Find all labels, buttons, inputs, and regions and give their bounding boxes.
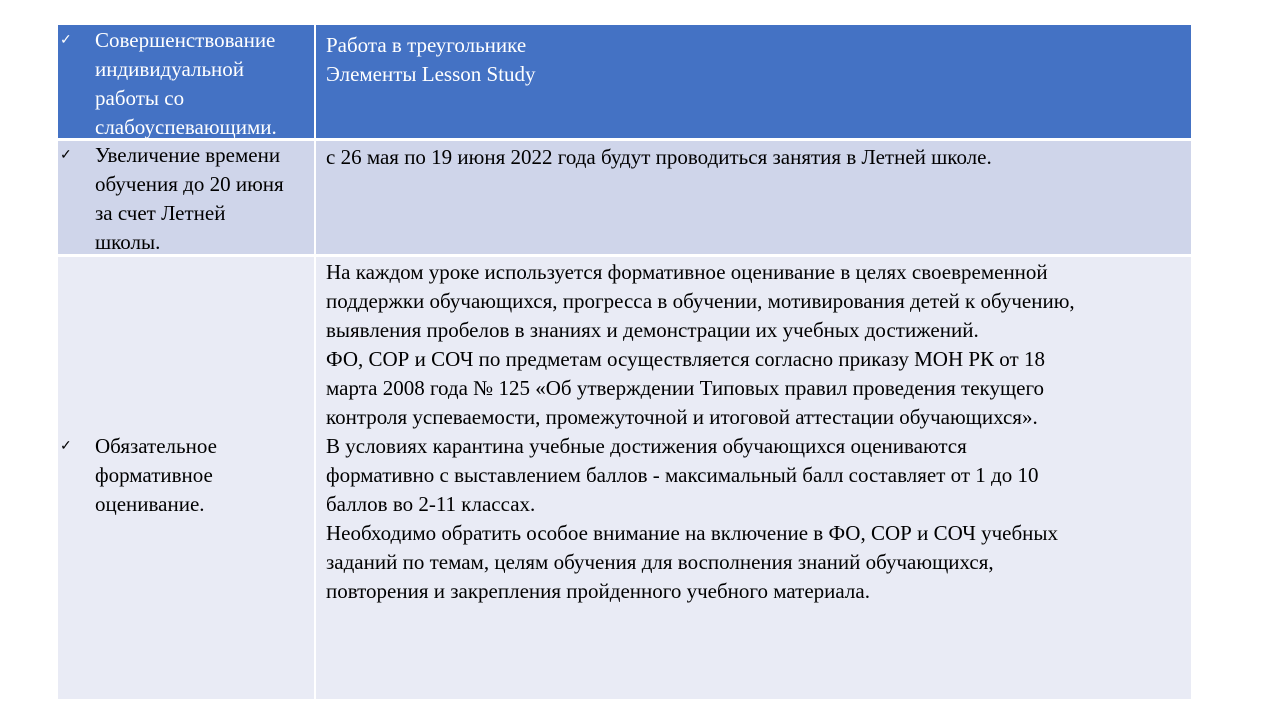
row-3-right-line: контроля успеваемости, промежуточной и итоговой аттестации обучающихся». [326,405,1038,429]
row-2-left-line: школы. [95,230,161,254]
table-row-1-right-cell [316,25,1191,138]
row-3-right-line: В условиях карантина учебные достижения обучающихся оцениваются [326,434,967,458]
row-2-left-line: Увеличение времени [95,143,281,167]
row-1-left-line: Совершенствование [95,28,276,52]
row-1-right-line: Элементы Lesson Study [326,62,536,86]
checkmark-icon: ✓ [60,33,72,48]
row-3-right-line: На каждом уроке используется формативное оценивание в целях своевременной [326,260,1048,284]
table-row-1-left-cell [58,25,316,138]
table-row-2-right-cell [316,141,1191,254]
row-2-left-line: за счет Летней [95,201,226,225]
table-row-3-right-cell [316,257,1191,699]
checkmark-icon: ✓ [60,438,72,454]
row-3-right-line: баллов во 2-11 классах. [326,492,536,516]
row-3-left-line: Обязательное [95,433,217,458]
row-1-left-line: работы со [95,86,185,110]
row-3-right-line: ФО, СОР и СОЧ по предметам осуществляется согласно приказу МОН РК от 18 [326,347,1045,371]
row-3-right-line: марта 2008 года № 125 «Об утверждении Типовых правил проведения текущего [326,376,1045,400]
content-table [58,25,1191,699]
row-1-right-line: Работа в треугольнике [326,33,527,57]
table-row-3-left-cell [58,257,316,699]
row-3-right-line: формативно с выставлением баллов - максимальный балл составляет от 1 до 10 [326,463,1039,487]
row-3-left-line: оценивание. [95,491,205,516]
row-3-right-line: поддержки обучающихся, прогресса в обучении, мотивирования детей к обучению, [326,289,1075,313]
row-3-left-text [60,432,314,519]
table-row-2-left-cell [58,141,316,254]
row-3-left-line: формативное [95,462,213,487]
row-1-left-line: слабоуспевающими. [95,115,277,139]
row-3-right-line: повторения и закрепления пройденного учебного материала. [326,579,870,603]
row-1-left-line: индивидуальной [95,57,244,81]
row-2-right-line: с 26 мая по 19 июня 2022 года будут проводиться занятия в Летней школе. [326,145,992,169]
checkmark-icon: ✓ [60,148,72,163]
row-3-right-line: Необходимо обратить особое внимание на включение в ФО, СОР и СОЧ учебных [326,521,1059,545]
row-3-right-line: выявления пробелов в знаниях и демонстрации их учебных достижений. [326,318,979,342]
row-2-left-line: обучения до 20 июня [95,172,284,196]
row-3-right-line: заданий по темам, целям обучения для восполнения знаний обучающихся, [326,550,994,574]
